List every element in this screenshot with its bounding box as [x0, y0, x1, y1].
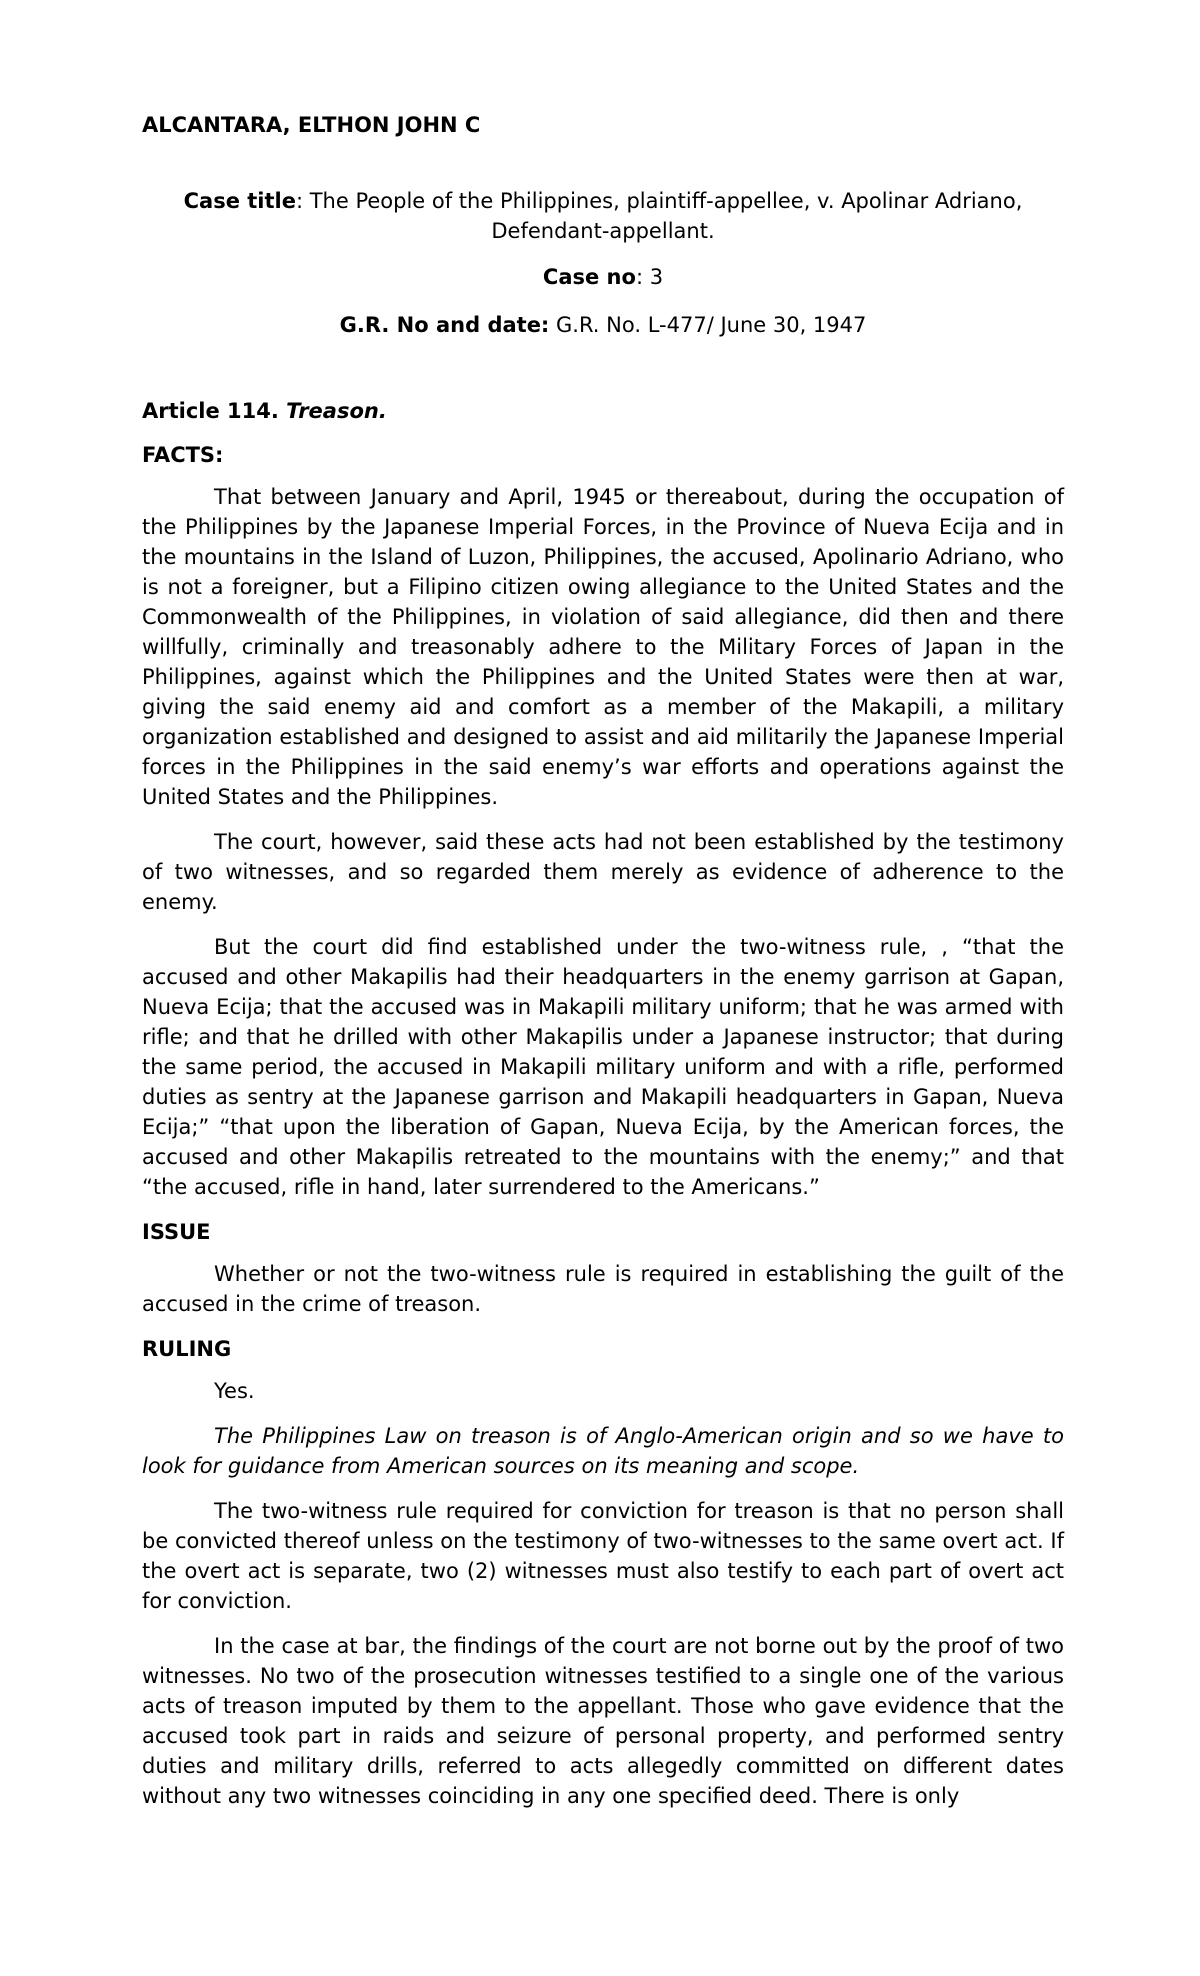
facts-paragraph: That between January and April, 1945 or thereabout, during the occupation of the Philippines by the Japanese Imperial Forces, in the Province of Nueva Ecija and in the mountains in the Island of Luzon, Philippines, the accused, Apolinario Adriano, who is not a foreigner, but a Filipino citizen owing allegiance to the United States and the Commonwealth of the Philippines, in violation of said allegiance, did then and there willfully, criminally and treasonably adhere to the Military Forces of Japan in the Philippines, against which the Philippines and the United States were then at war, giving the said enemy aid and comfort as a member of the Makapili, a military organization established and designed to assist and aid militarily the Japanese Imperial forces in the Philippines in the said enemy’s war efforts and operations against the United States and the Philippines.: [142, 485, 1064, 809]
issue-paragraph: Whether or not the two-witness rule is required in establishing the guilt of the accused in the crime of treason.: [142, 1262, 1064, 1316]
ruling-italic-paragraph: The Philippines Law on treason is of Anglo-American origin and so we have to look for guidance from American sources on its meaning and scope.: [142, 1424, 1064, 1478]
ruling-answer: Yes.: [214, 1379, 255, 1403]
case-number-value: : 3: [635, 265, 664, 289]
ruling-heading: RULING: [142, 1337, 232, 1361]
case-title-value: : The People of the Philippines, plaintiff-appellee, v. Apolinar Adriano, Defendant-appellant.: [295, 189, 1023, 243]
facts-heading: FACTS:: [142, 443, 224, 467]
ruling-paragraph: The two-witness rule required for conviction for treason is that no person shall be convicted thereof unless on the testimony of two-witnesses to the same overt act. If the overt act is separate, two (2) witnesses must also testify to each part of overt act for conviction.: [142, 1499, 1064, 1613]
ruling-paragraph: In the case at bar, the findings of the court are not borne out by the proof of two witnesses. No two of the prosecution witnesses testified to a single one of the various acts of treason imputed by them to the appellant. Those who gave evidence that the accused took part in raids and seizure of personal property, and performed sentry duties and military drills, referred to acts allegedly committed on different dates without any two witnesses coinciding in any one specified deed. There is only: [142, 1634, 1064, 1808]
issue-heading: ISSUE: [142, 1220, 211, 1244]
author-name: ALCANTARA, ELTHON JOHN C: [142, 113, 481, 137]
facts-paragraph: The court, however, said these acts had not been established by the testimony of two witnesses, and so regarded them merely as evidence of adherence to the enemy.: [142, 830, 1064, 914]
case-title-label: Case title: [183, 189, 296, 213]
gr-value: G.R. No. L-477/ June 30, 1947: [549, 313, 867, 337]
gr-number-date: [142, 310, 1064, 340]
case-number: [142, 262, 1064, 292]
case-number-label: Case no: [542, 265, 636, 289]
article-heading: [142, 396, 1064, 426]
article-label: Article 114.: [142, 399, 287, 423]
article-title: Treason.: [286, 399, 387, 423]
facts-paragraph: But the court did find established under the two-witness rule, , “that the accused and other Makapilis had their headquarters in the enemy garrison at Gapan, Nueva Ecija; that the accused was in Makapili military uniform; that he was armed with rifle; and that he drilled with other Makapilis under a Japanese instructor; that during the same period, the accused in Makapili military uniform and with a rifle, performed duties as sentry at the Japanese garrison and Makapili headquarters in Gapan, Nueva Ecija;” “that upon the liberation of Gapan, Nueva Ecija, by the American forces, the accused and other Makapilis retreated to the mountains with the enemy;” and that “the accused, rifle in hand, later surrendered to the Americans.”: [142, 935, 1064, 1199]
gr-label: G.R. No and date:: [339, 313, 550, 337]
case-title: [142, 186, 1064, 246]
